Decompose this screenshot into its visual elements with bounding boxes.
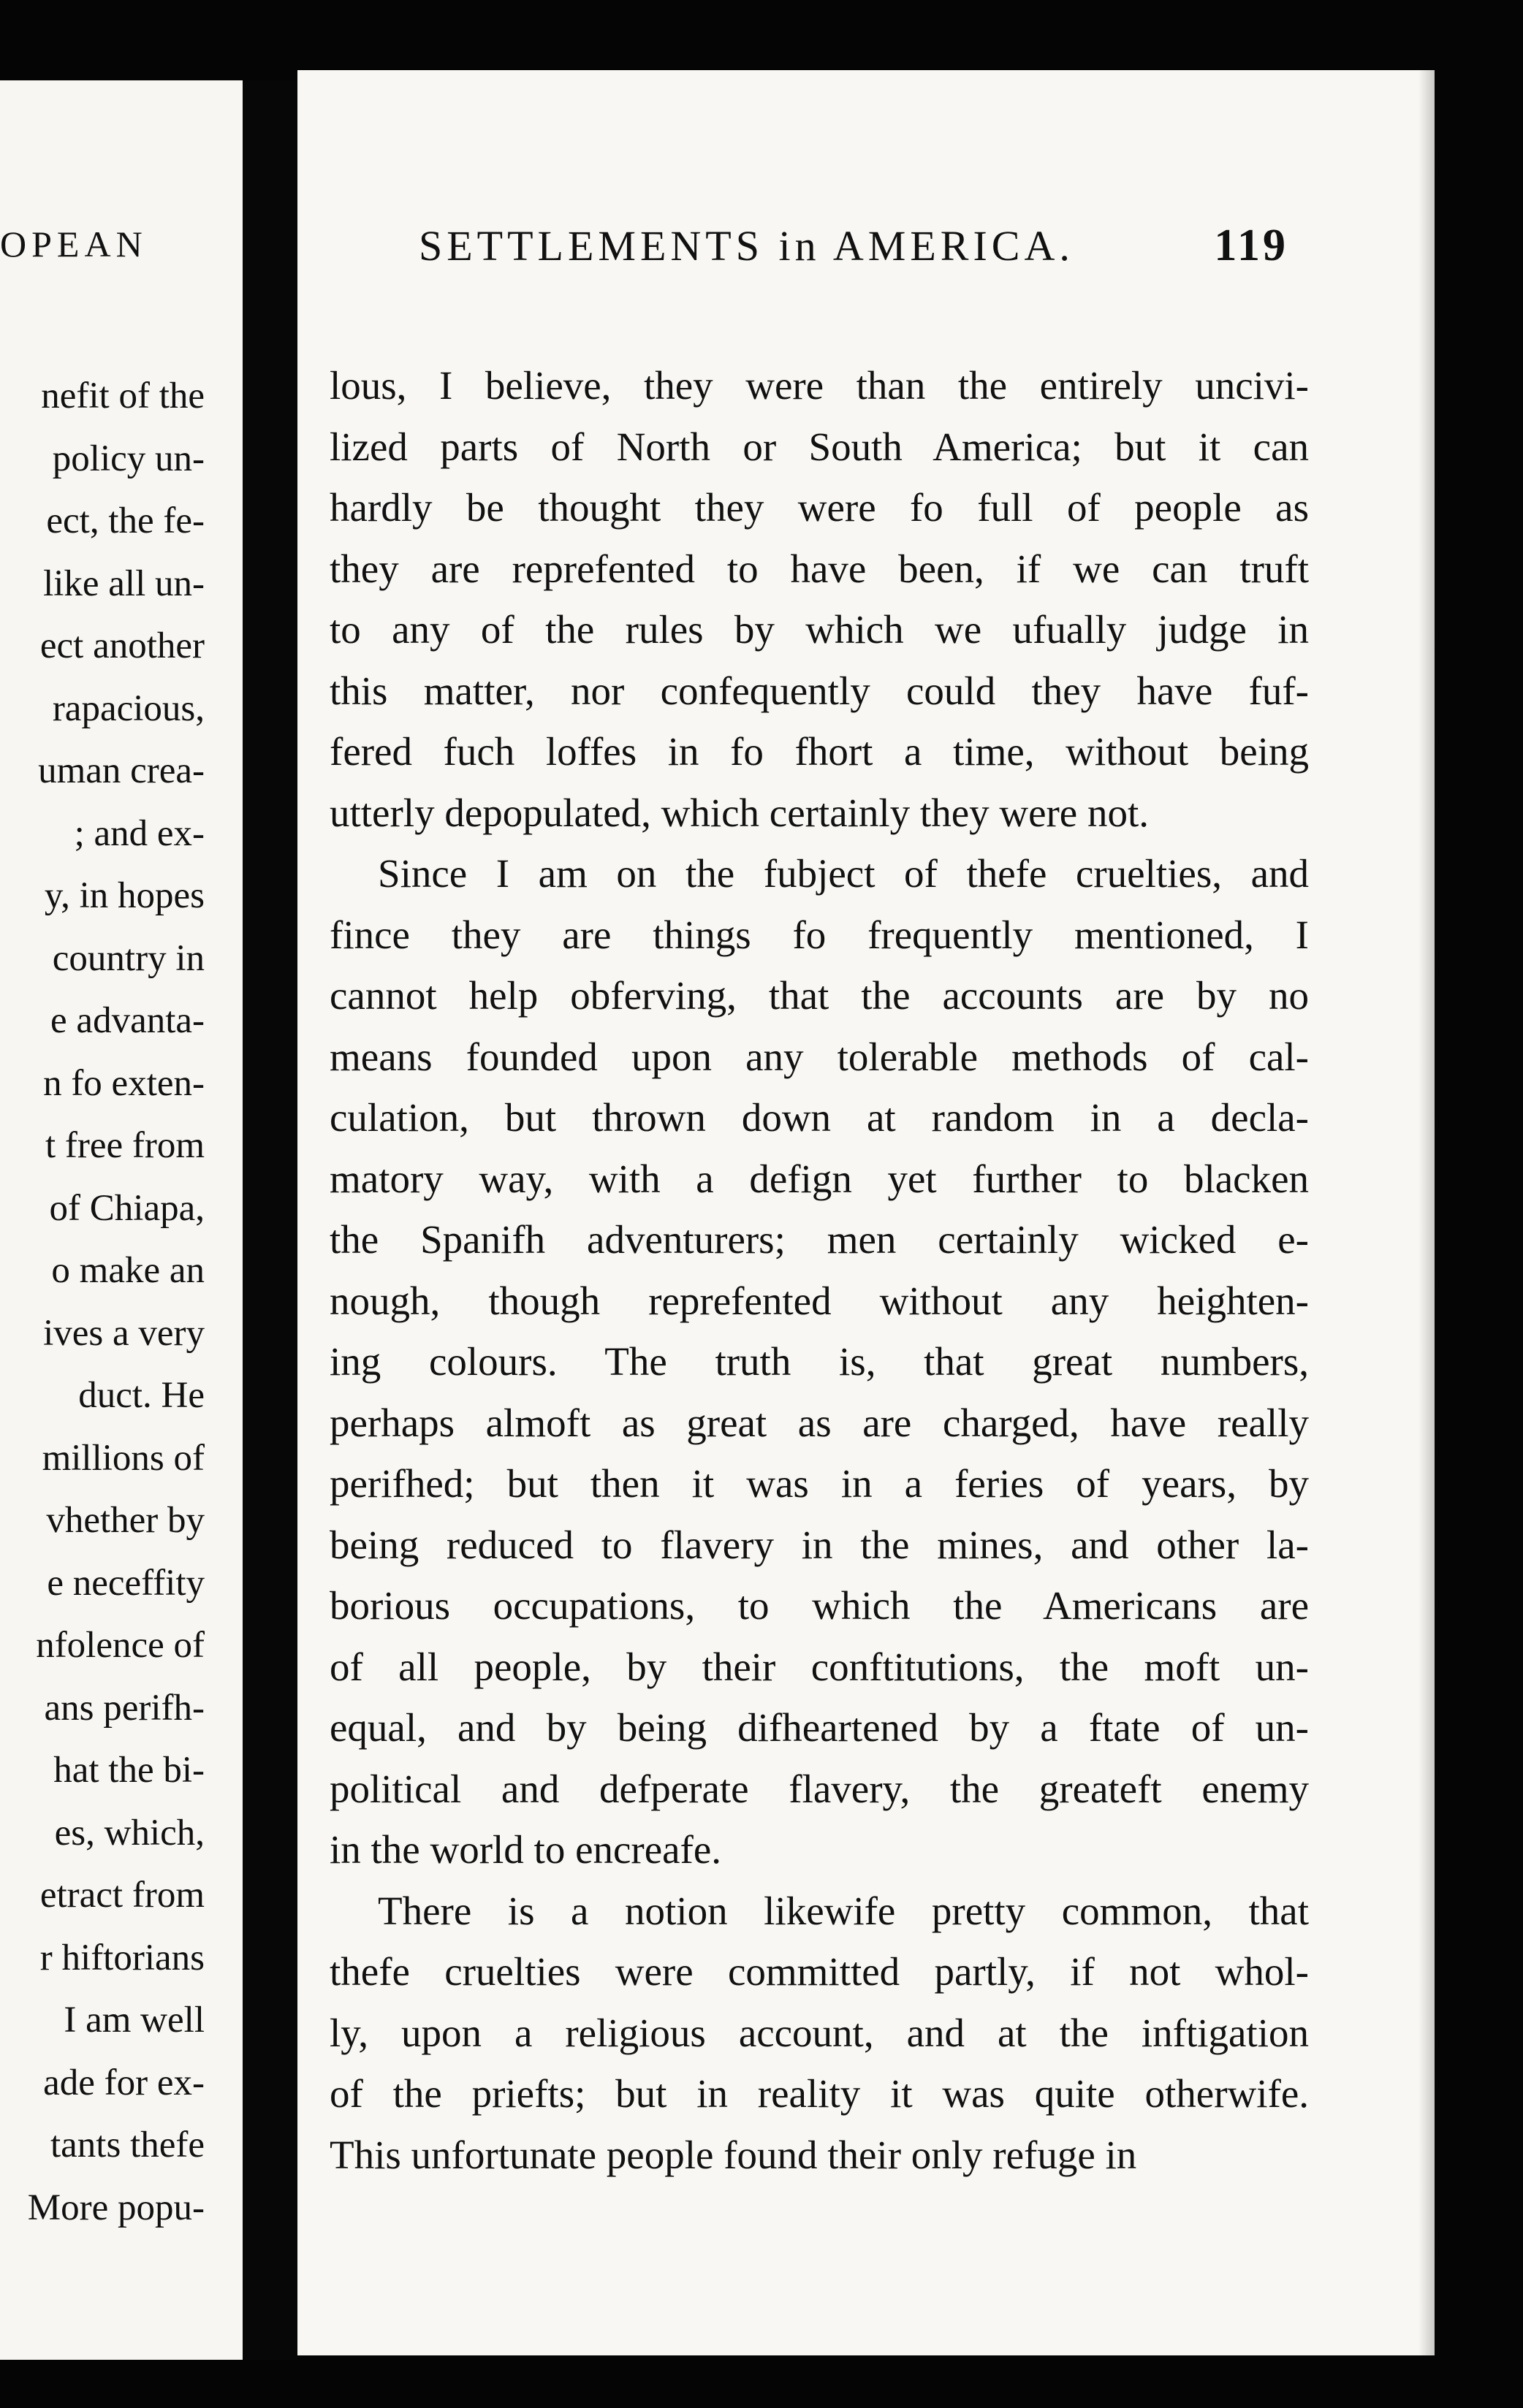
text-line: they are reprefented to have been, if we can truft	[330, 546, 1309, 591]
running-head	[419, 220, 1288, 278]
text-line: utterly depopulated, which certainly they were not.	[330, 790, 1150, 835]
left-text-line: ans perifh-	[44, 1687, 205, 1729]
text-line: in the world to encreafe.	[330, 1827, 722, 1872]
text-line: borious occupations, to which the Americans are	[330, 1583, 1309, 1628]
left-text-line: n fo exten-	[43, 1062, 205, 1104]
text-line: perhaps almoft as great as are charged, have really	[330, 1400, 1309, 1445]
left-text-line: of Chiapa,	[49, 1187, 205, 1229]
left-text-line: etract from	[39, 1875, 205, 1916]
left-text-line: e neceffity	[47, 1562, 205, 1604]
left-text-line: I am well	[64, 2000, 205, 2041]
text-line: fered fuch loffes in fo fhort a time, without being	[330, 729, 1309, 774]
left-text-line: ; and ex-	[74, 812, 205, 854]
left-running-head: OPEAN	[0, 224, 148, 264]
text-line: lized parts of North or South America; but it can	[330, 424, 1309, 469]
text-line: political and defperate flavery, the greateft enemy	[330, 1766, 1309, 1811]
left-text-line: es, which,	[54, 1812, 205, 1853]
left-text-line: r hiftorians	[39, 1937, 205, 1978]
left-text-line: ect another	[39, 625, 205, 666]
left-text-line: ect, the fe-	[46, 500, 205, 541]
paragraph	[330, 843, 1309, 1881]
left-text-line: t free from	[45, 1125, 205, 1166]
left-text-line: like all un-	[43, 563, 205, 604]
left-page-fragment	[0, 80, 243, 2360]
text-line: means founded upon any tolerable methods of cal-	[330, 1034, 1309, 1079]
text-line: There is a notion likewife pretty common, that	[378, 1888, 1309, 1933]
text-line: perifhed; but then it was in a feries of years, by	[330, 1461, 1309, 1506]
left-text-line: duct. He	[78, 1375, 205, 1416]
text-line: thefe cruelties were committed partly, if not whol-	[330, 1949, 1309, 1994]
text-line: the Spanifh adventurers; men certainly wicked e-	[330, 1217, 1309, 1262]
left-text-line: ade for ex-	[43, 2062, 205, 2103]
left-text-line: ives a very	[43, 1312, 205, 1354]
text-line: matory way, with a defign yet further to blacken	[330, 1156, 1309, 1201]
text-line: equal, and by being difheartened by a ftate of un-	[330, 1705, 1309, 1750]
text-line: this matter, nor confequently could they have fuf-	[330, 668, 1309, 713]
left-text-line: uman crea-	[38, 750, 205, 791]
text-line: of the priefts; but in reality it was quite otherwife.	[330, 2071, 1309, 2116]
text-line: ing colours. The truth is, that great numbers,	[330, 1339, 1309, 1384]
text-line: of all people, by their conftitutions, the moft un-	[330, 1644, 1309, 1689]
left-text-column	[28, 365, 205, 2239]
text-line: to any of the rules by which we ufually judge in	[330, 607, 1309, 652]
text-line: Since I am on the fubject of thefe cruelties, and	[378, 851, 1309, 896]
text-line: cannot help obferving, that the accounts are by no	[330, 973, 1309, 1018]
text-line: ly, upon a religious account, and at the inftigation	[330, 2010, 1309, 2055]
right-page	[297, 70, 1435, 2355]
left-text-line: More popu-	[27, 2187, 205, 2228]
left-text-line: nfolence of	[36, 1625, 205, 1666]
text-line: culation, but thrown down at random in a decla-	[330, 1095, 1309, 1140]
running-head-title: SETTLEMENTS in AMERICA.	[419, 222, 1074, 270]
paragraph	[330, 355, 1309, 843]
left-text-line: tants thefe	[50, 2125, 205, 2165]
text-line: being reduced to flavery in the mines, and other la-	[330, 1522, 1309, 1567]
left-text-line: o make an	[51, 1250, 205, 1291]
left-text-line: millions of	[42, 1437, 205, 1479]
book-gutter	[243, 80, 297, 2360]
text-line: nough, though reprefented without any heighten-	[330, 1278, 1309, 1323]
left-text-line: nefit of the	[41, 376, 205, 416]
left-text-line: vhether by	[46, 1500, 205, 1541]
text-line: fince they are things fo frequently mentioned, I	[330, 912, 1309, 957]
body-text	[330, 355, 1309, 2185]
paragraph	[330, 1881, 1309, 2186]
text-line: This unfortunate people found their only refuge in	[330, 2132, 1137, 2177]
page-number: 119	[1214, 221, 1288, 270]
left-text-line: rapacious,	[52, 687, 205, 729]
text-line: hardly be thought they were fo full of people as	[330, 485, 1309, 530]
left-text-line: policy un-	[52, 438, 205, 479]
left-text-line: country in	[52, 937, 205, 979]
left-text-line: e advanta-	[50, 1000, 205, 1041]
left-text-line: hat the bi-	[53, 1750, 205, 1791]
text-line: lous, I believe, they were than the entirely uncivi-	[330, 363, 1309, 408]
left-text-line: y, in hopes	[44, 875, 205, 916]
